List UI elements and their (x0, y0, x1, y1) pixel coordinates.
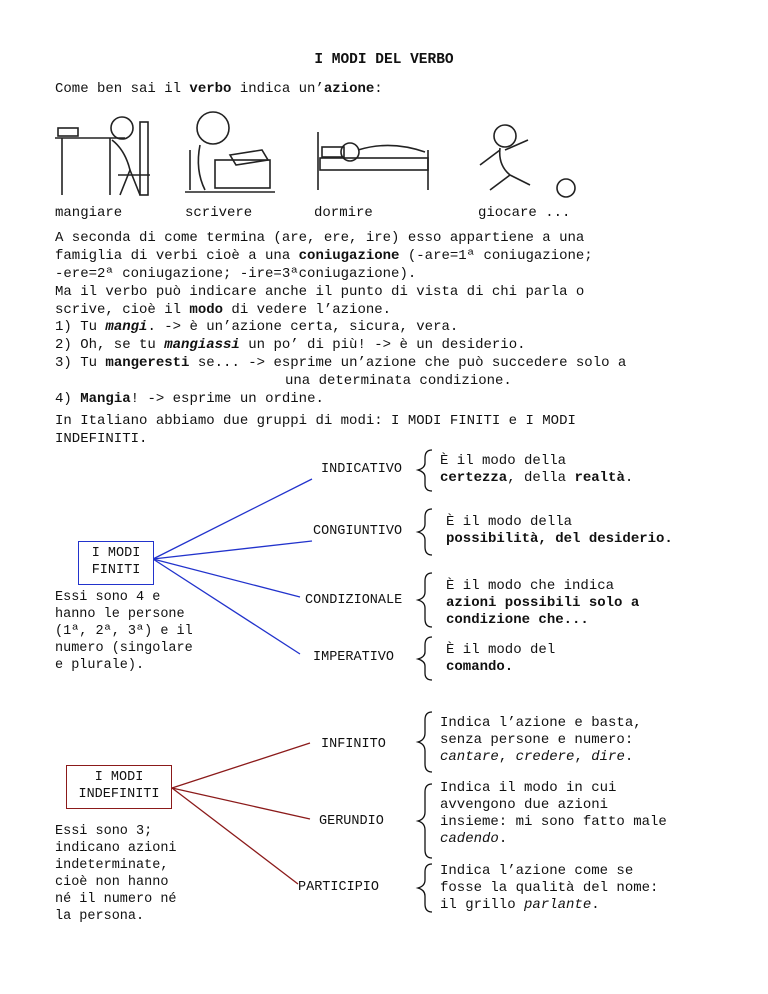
desc-gerundio: Indica il modo in cui avvengono due azioni insieme: mi sono fatto male cadendo. (440, 780, 667, 847)
example-2: 2) Oh, se tu mangiassi un po’ di più! -> è un desiderio. (55, 337, 526, 353)
mode-condizionale: CONDIZIONALE (305, 593, 403, 608)
desc-indicativo: È il modo della certezza, della realtà. (440, 453, 634, 486)
braces (418, 450, 432, 912)
desc-infinito: Indica l’azione e basta, senza persone e numero: cantare, credere, dire. (440, 715, 642, 765)
example-3: 3) Tu mangeresti se... -> esprime un’azione che può succedere solo a (55, 355, 627, 371)
mode-indicativo: INDICATIVO (321, 462, 403, 477)
modi-indefiniti-box: I MODI INDEFINITI (66, 765, 172, 809)
intro-sentence: Come ben sai il verbo indica un’azione: (55, 81, 383, 97)
desc-congiuntivo: È il modo della possibilità, del desiderio. (446, 514, 673, 547)
groups-intro: In Italiano abbiamo due gruppi di modi: I MODI FINITI e I MODI INDEFINITI. (55, 413, 576, 447)
mode-imperativo: IMPERATIVO (313, 650, 395, 665)
mode-gerundio: GERUNDIO (319, 814, 384, 829)
desc-participio: Indica l’azione come se fosse la qualità del nome: il grillo parlante. (440, 863, 659, 913)
example-4: 4) Mangia! -> esprime un ordine. (55, 391, 324, 407)
example-3-cont: una determinata condizione. (285, 373, 512, 389)
desc-imperativo: È il modo del comando. (446, 642, 556, 675)
indefiniti-connectors (172, 743, 310, 884)
page-title: I MODI DEL VERBO (314, 52, 454, 68)
caption-scrivere: scrivere (185, 205, 253, 221)
paragraph-coniugazione: A seconda di come termina (are, ere, ire) esso appartiene a una famiglia di verbi cioè a una coniugazione (-are=1ª coniugazione; -ere=2ª coniugazione; -ire=3ªconiugazione). Ma il verbo può indicare anche il punto di vista di chi parla o scrive, cioè il modo di vedere l’azione. (55, 230, 593, 318)
modi-finiti-note: Essi sono 4 e hanno le persone (1ª, 2ª, 3ª) e il numero (singolare e plurale). (55, 590, 193, 673)
caption-giocare: giocare ... (478, 205, 571, 221)
mode-infinito: INFINITO (321, 737, 386, 752)
modi-finiti-box: I MODI FINITI (78, 541, 154, 585)
mode-participio: PARTICIPIO (298, 880, 380, 895)
mode-congiuntivo: CONGIUNTIVO (313, 524, 403, 539)
caption-dormire: dormire (314, 205, 373, 221)
desc-condizionale: È il modo che indica azioni possibili solo a condizione che... (446, 578, 640, 628)
caption-mangiare: mangiare (55, 205, 123, 221)
modi-indefiniti-note: Essi sono 3; indicano azioni indeterminate, cioè non hanno né il numero né la persona. (55, 824, 177, 924)
example-1: 1) Tu mangi. -> è un’azione certa, sicura, vera. (55, 319, 459, 335)
